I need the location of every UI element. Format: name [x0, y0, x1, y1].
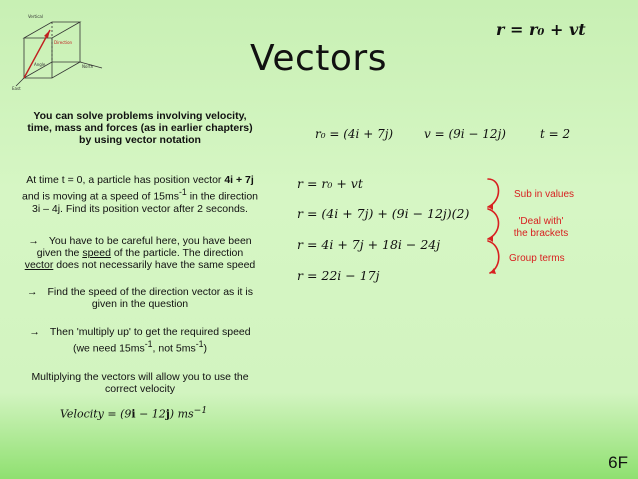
annotation-sub-in-values: Sub in values — [514, 189, 575, 200]
axis-label-vector: Direction — [54, 40, 73, 45]
3d-axes-diagram — [10, 8, 110, 92]
slide-title: Vectors — [250, 38, 387, 79]
conclusion-text: Multiplying the vectors will allow you to use the correct velocity — [31, 371, 249, 395]
given-t: t = 2 — [540, 127, 571, 141]
axis-label-y: East — [12, 86, 21, 91]
given-v: v = (9i − 12j) — [424, 127, 506, 141]
axis-label-x: North — [82, 64, 94, 69]
key-formula: r = r₀ + vt — [496, 20, 586, 39]
velocity-formula: Velocity = (9i − 12j) $ms^{-1}$ — [60, 405, 208, 421]
notes-list — [22, 235, 258, 355]
intro-text: You can solve problems involving velocity, time, mass and forces (as in earlier chapters) by using vector notation — [27, 110, 253, 146]
axis-label-base: Angle — [34, 62, 46, 67]
working-step: r = 22i − 17j — [297, 268, 380, 283]
annotation-group-terms: Group terms — [509, 253, 565, 264]
working-step: r = r₀ + vt — [297, 176, 363, 191]
annotation-brackets: 'Deal with' the brackets — [513, 216, 569, 239]
note-item: → Find the speed of the direction vector as it is given in the question — [27, 286, 253, 310]
working-step: r = 4i + 7j + 18i − 24j — [297, 237, 441, 252]
problem-statement: At time t = 0, a particle has position vector 4i + 7j and is moving at a speed of $15ms^{-1}$ in the direction 3i – 4j. Find its position vector after 2 seconds. — [22, 174, 259, 215]
slide-number: 6F — [608, 453, 628, 472]
axis-label-z: Vertical — [28, 14, 43, 19]
note-item: → You have to be careful here, you have been given the speed of the particle. The direction vector does not necessarily have the same speed — [24, 235, 256, 271]
working-step: r = (4i + 7j) + (9i − 12j)(2) — [297, 206, 470, 221]
note-item: → Then 'multiply up' to get the required speed (we need $15ms^{-1}$, not $5ms^{-1}$) — [29, 326, 251, 355]
given-r0: r₀ = (4i + 7j) — [315, 127, 394, 141]
